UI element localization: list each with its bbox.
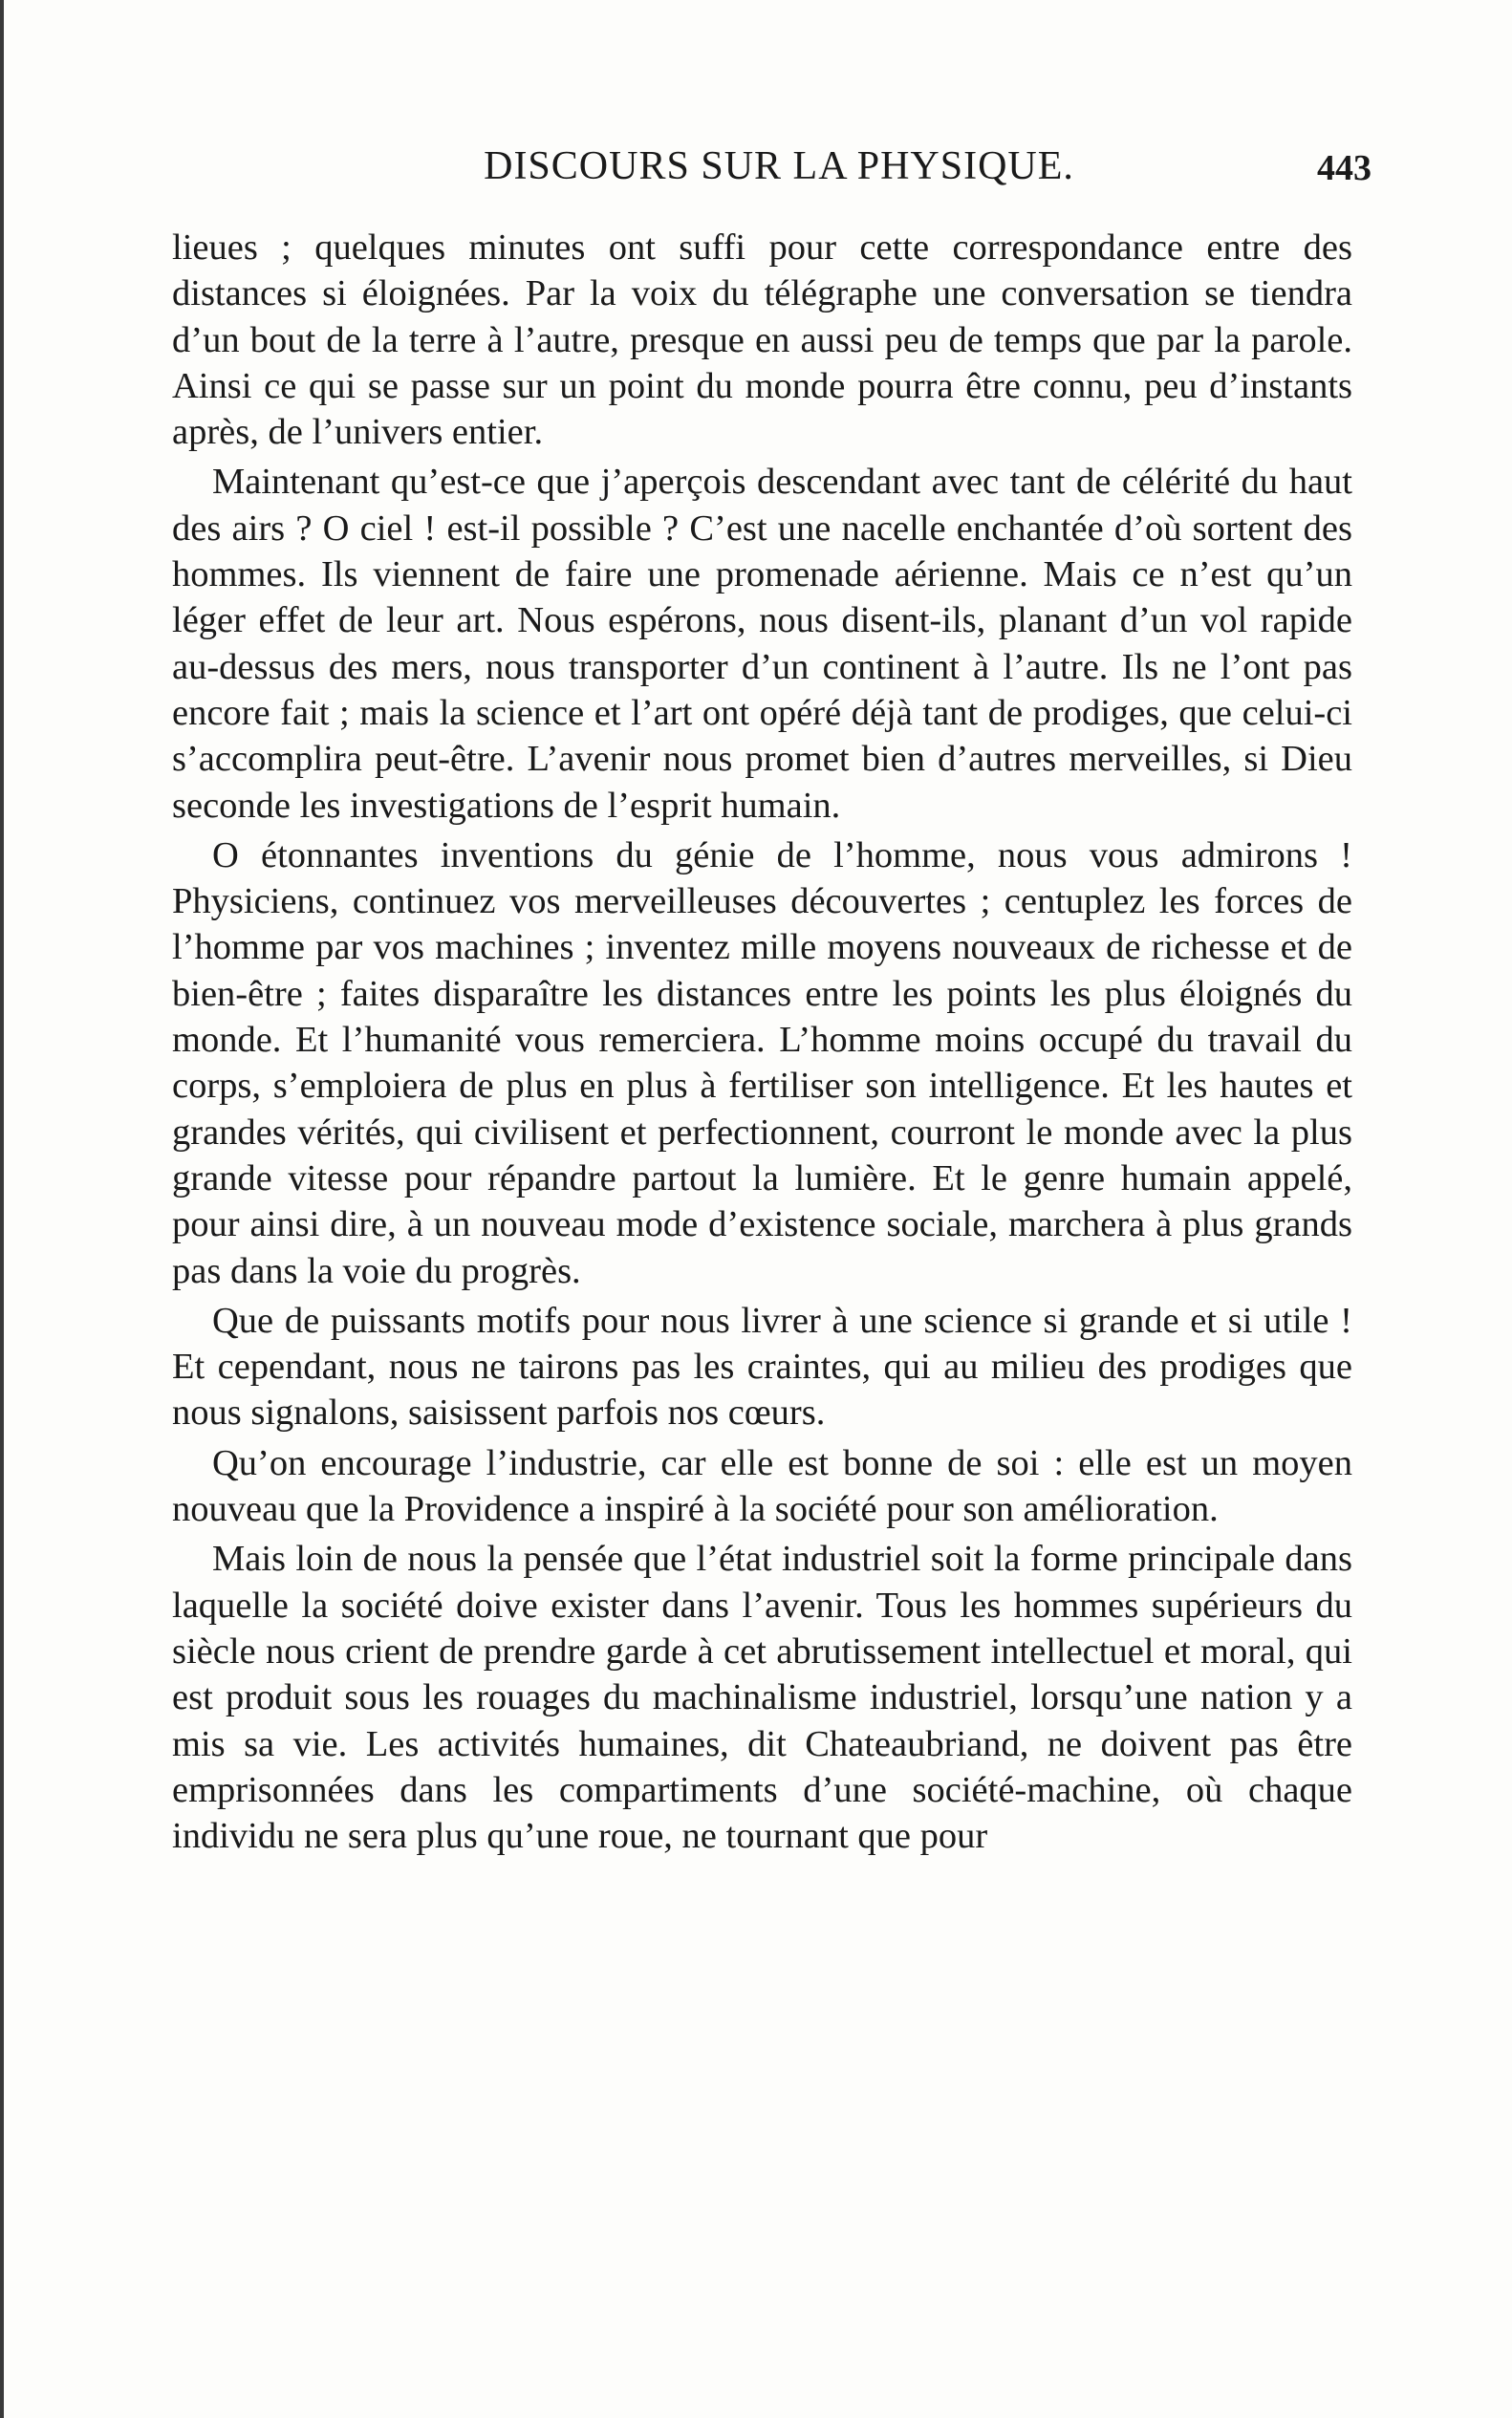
paragraph-6: Mais loin de nous la pensée que l’état industriel soit la forme principale dans laquelle la société doive exister dans l’avenir. Tous les hommes supérieurs du siècle nous crient de prendre garde à cet abrutissement intellectuel et moral, qui est produit sous les rouages du machinalisme industriel, lorsqu’une nation y a mis sa vie. Les activités humaines, dit Chateaubriand, ne doivent pas être emprisonnées dans les compartiments d’une société-machine, où chaque individu ne sera plus qu’une roue, ne tournant que pour: [172, 1539, 1352, 1857]
page-number: 443: [1317, 148, 1372, 188]
paragraph-3: O étonnantes inventions du génie de l’homme, nous vous admirons ! Physiciens, continuez vos merveilleuses découvertes ; centuplez les forces de l’homme par vos machines ; inventez mille moyens nouveaux de richesse et de bien-être ; faites disparaître les distances entre les points les plus éloignés du monde. Et l’humanité vous remerciera. L’homme moins occupé du travail du corps, s’emploiera de plus en plus à fertiliser son intelligence. Et les hautes et grandes vérités, qui civilisent et perfectionnent, courront le monde avec la plus grande vitesse pour répandre partout la lumière. Et le genre humain appelé, pour ainsi dire, à un nouveau mode d’existence sociale, marchera à plus grands pas dans la voie du progrès.: [172, 834, 1352, 1291]
page-edge: [0, 0, 4, 2418]
paragraph-4: Que de puissants motifs pour nous livrer à une science si grande et si utile ! Et cependant, nous ne tairons pas les craintes, qui au milieu des prodiges que nous signalons, saisissent parfois nos cœurs.: [172, 1300, 1352, 1434]
page-header: [186, 143, 1372, 201]
running-title: DISCOURS SUR LA PHYSIQUE.: [484, 144, 1074, 188]
paragraph-5: Qu’on encourage l’industrie, car elle est bonne de soi : elle est un moyen nouveau que la Providence a inspiré à la société pour son amélioration.: [172, 1442, 1352, 1530]
paragraph-2: Maintenant qu’est-ce que j’aperçois descendant avec tant de célérité du haut des airs ? O ciel ! est-il possible ? C’est une nacelle enchantée d’où sortent des hommes. Ils viennent de faire une promenade aérienne. Mais ce n’est qu’un léger effet de leur art. Nous espérons, nous disent-ils, planant d’un vol rapide au-dessus des mers, nous transporter d’un continent à l’autre. Ils ne l’ont pas encore fait ; mais la science et l’art ont opéré déjà tant de prodiges, que celui-ci s’accomplira peut-être. L’avenir nous promet bien d’autres merveilles, si Dieu seconde les investigations de l’esprit humain.: [172, 462, 1352, 826]
body-text: [172, 225, 1352, 1859]
paragraph-1: lieues ; quelques minutes ont suffi pour cette correspondance entre des distances si éloignées. Par la voix du télégraphe une conversation se tiendra d’un bout de la terre à l’autre, presque en aussi peu de temps que par la parole. Ainsi ce qui se passe sur un point du monde pourra être connu, peu d’instants après, de l’univers entier.: [172, 227, 1352, 453]
